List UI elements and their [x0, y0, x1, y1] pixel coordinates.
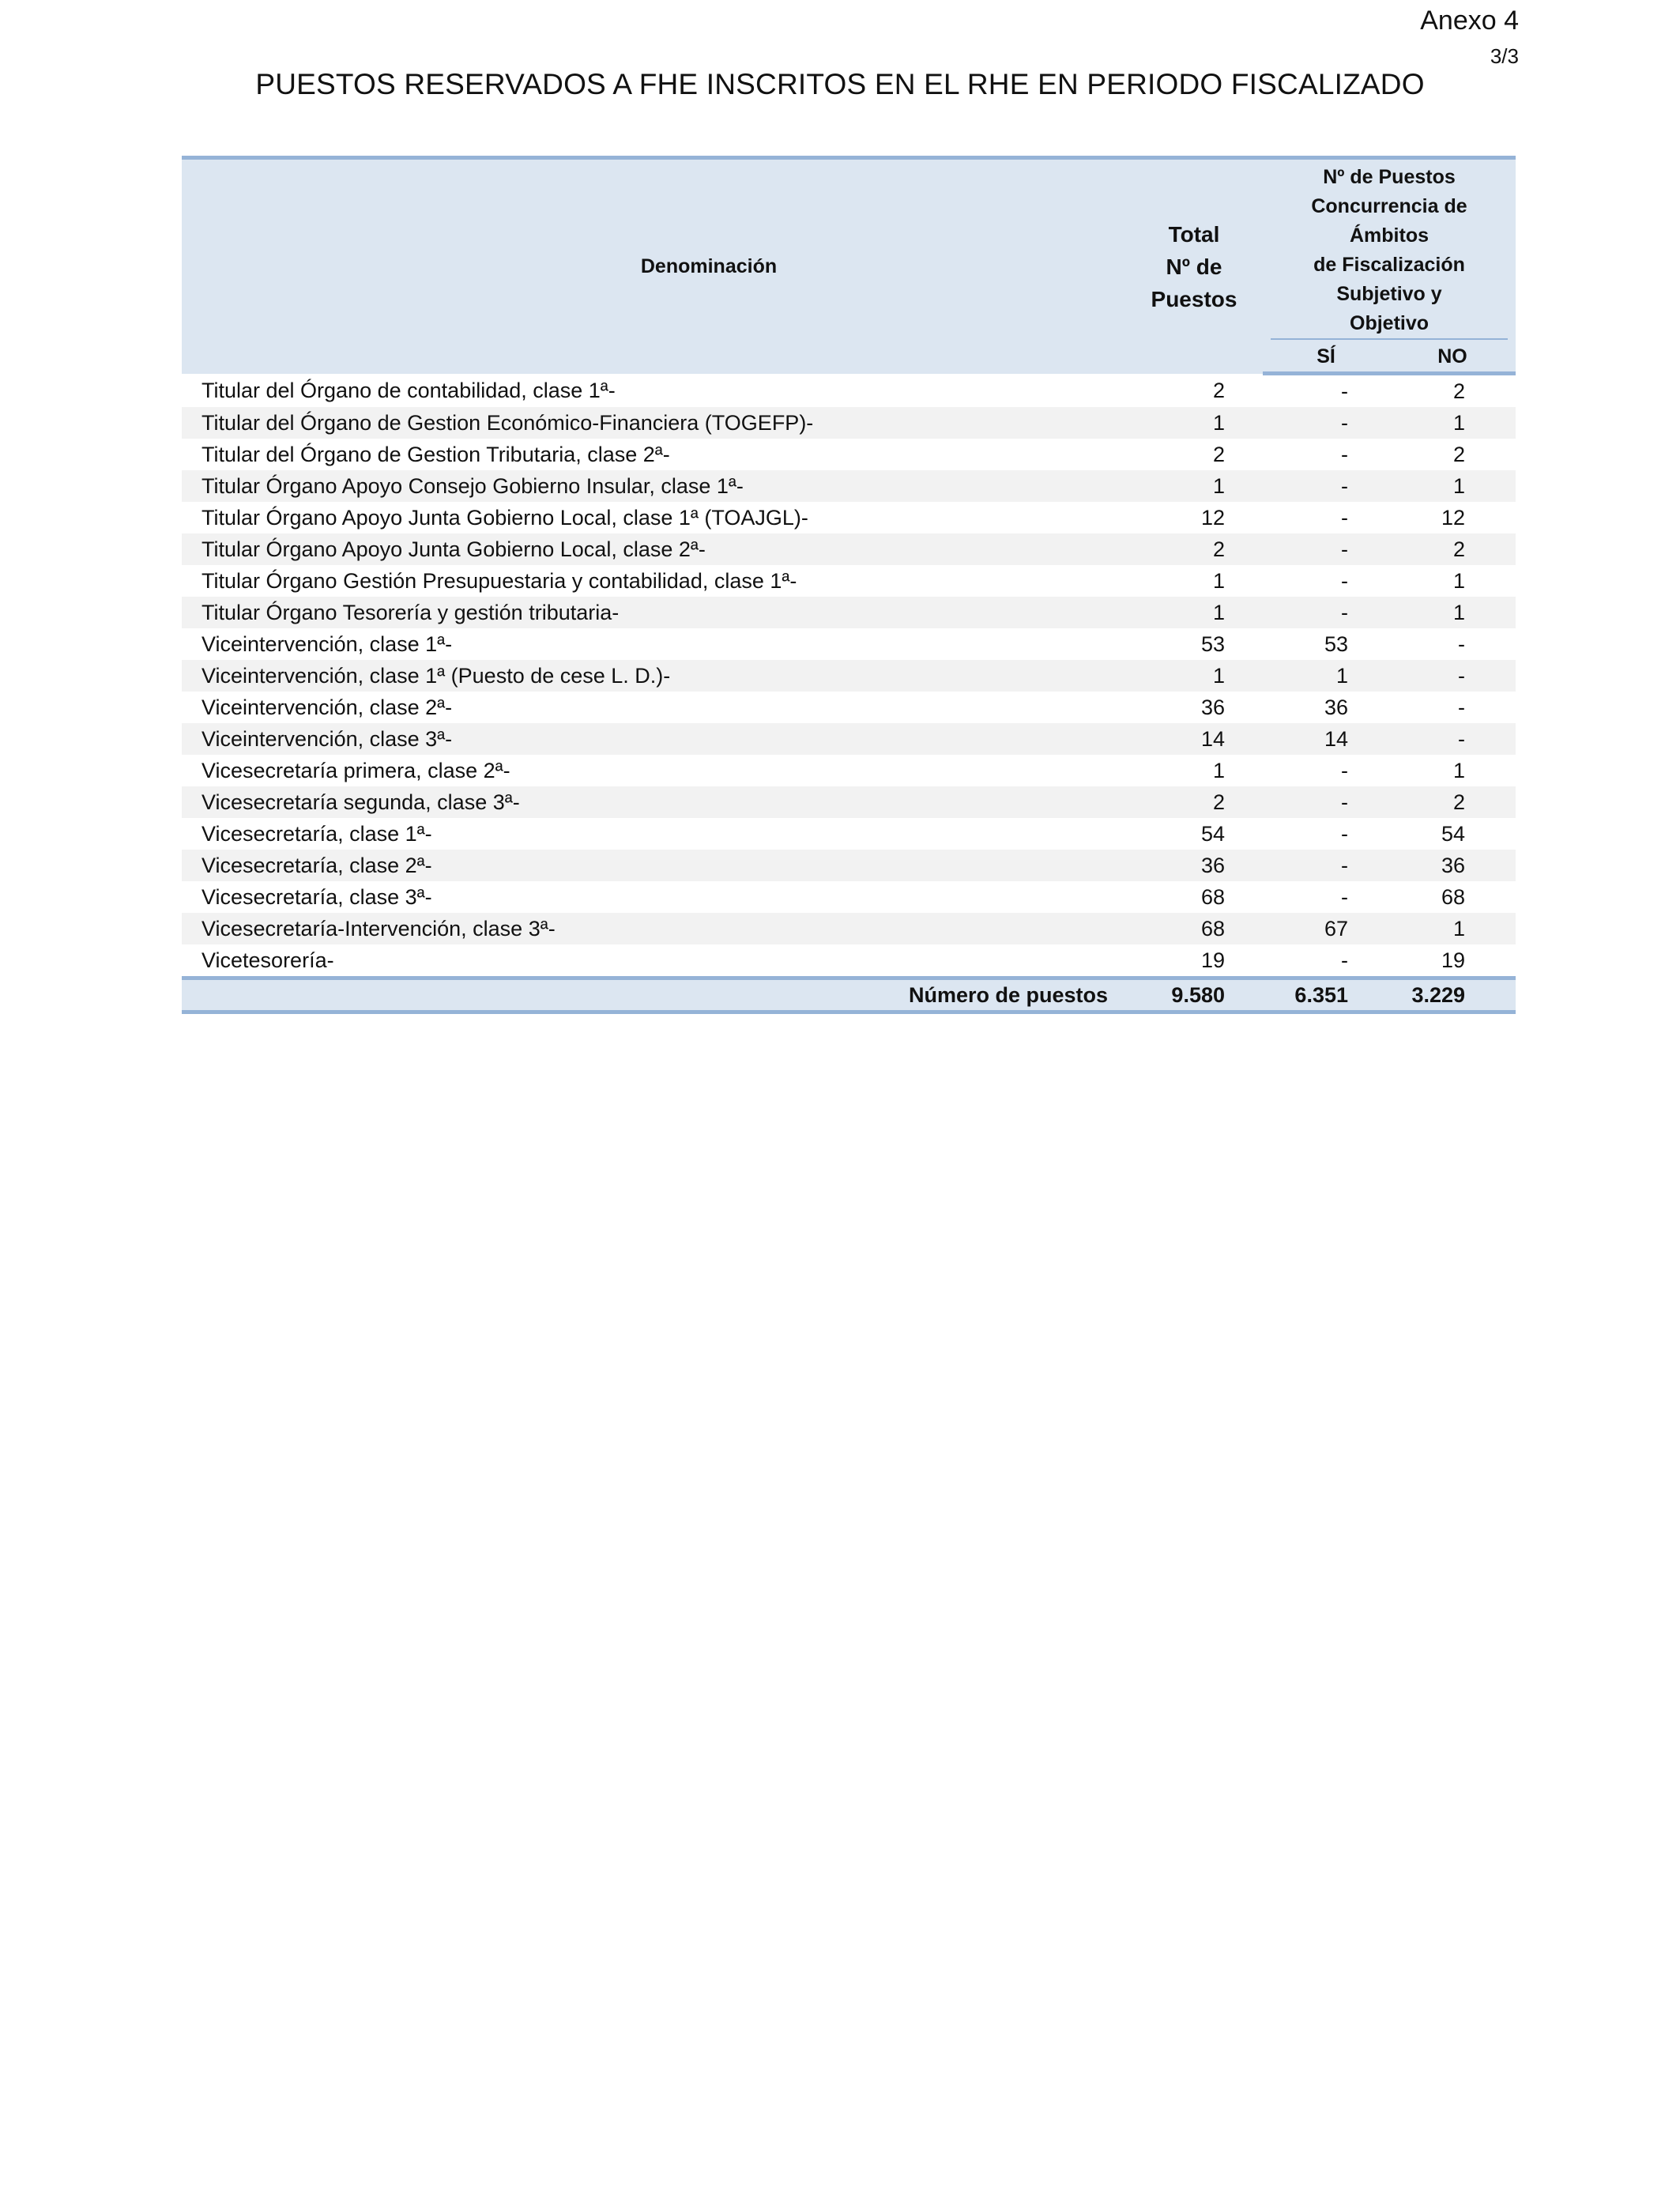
table-row: [182, 628, 1516, 660]
table-row: [182, 818, 1516, 850]
row-name: Vicetesorería-: [202, 948, 334, 972]
table-body: [182, 374, 1516, 978]
row-total: 53: [1200, 632, 1225, 656]
row-no: -: [1458, 632, 1466, 656]
row-no: 68: [1441, 885, 1466, 909]
row-no: 1: [1389, 407, 1516, 439]
row-total: 1: [1125, 470, 1263, 502]
row-name: Vicesecretaría, clase 2ª-: [182, 850, 1125, 881]
row-si: 67: [1263, 913, 1389, 944]
table-row: [182, 881, 1516, 913]
row-si: -: [1263, 533, 1389, 565]
row-name: Vicesecretaría-Intervención, clase 3ª-: [182, 913, 1125, 944]
row-si: -: [1341, 759, 1348, 782]
row-no: 1: [1389, 470, 1516, 502]
header-group-line: Nº de Puestos: [1323, 166, 1456, 188]
footer-si: 6.351: [1263, 978, 1389, 1012]
row-no: 2: [1452, 379, 1466, 403]
row-no: 12: [1441, 506, 1466, 530]
header-total: [1125, 158, 1263, 374]
table-row: [182, 470, 1516, 502]
row-si: -: [1263, 407, 1389, 439]
footer-total: 9.580: [1125, 978, 1263, 1012]
positions-table: [182, 156, 1516, 1014]
row-no: -: [1458, 696, 1466, 719]
row-total: 19: [1200, 948, 1225, 972]
table-row: [182, 439, 1516, 470]
table-footer-row: [182, 978, 1516, 1012]
row-total: 36: [1125, 850, 1263, 881]
row-si: 53: [1324, 632, 1348, 656]
row-no: 1: [1452, 759, 1466, 782]
row-no: 36: [1389, 850, 1516, 881]
table-row: [182, 913, 1516, 944]
row-si: -: [1341, 948, 1348, 972]
row-si: -: [1341, 443, 1348, 466]
table-row: [182, 597, 1516, 628]
row-total: 2: [1125, 533, 1263, 565]
footer-label: Número de puestos: [182, 978, 1125, 1012]
footer-no: 3.229: [1389, 978, 1516, 1012]
table-row: [182, 786, 1516, 818]
row-si: 36: [1324, 696, 1348, 719]
row-si: -: [1341, 379, 1348, 403]
row-si: -: [1263, 470, 1389, 502]
row-total: 2: [1125, 786, 1263, 818]
row-total: 1: [1125, 597, 1263, 628]
row-total: 14: [1125, 723, 1263, 755]
row-total: 2: [1212, 378, 1225, 402]
header-group-line: Objetivo: [1350, 312, 1430, 334]
header-group-line: Concurrencia de Ámbitos: [1311, 195, 1467, 247]
table-row: [182, 533, 1516, 565]
row-si: -: [1263, 597, 1389, 628]
row-no: 1: [1452, 569, 1466, 593]
header-no: NO: [1389, 341, 1516, 374]
row-total: 36: [1200, 696, 1225, 719]
header-group-line: de Fiscalización Subjetivo y: [1313, 254, 1465, 305]
row-si: -: [1341, 822, 1348, 846]
row-name: Vicesecretaría, clase 1ª-: [202, 822, 432, 846]
row-si: -: [1341, 885, 1348, 909]
table-row: [182, 850, 1516, 881]
table-row: [182, 944, 1516, 978]
header-denominacion: Denominación: [182, 158, 1125, 374]
row-name: Titular del Órgano de Gestion Tributaria, clase 2ª-: [202, 443, 670, 466]
row-total: 1: [1212, 759, 1225, 782]
row-name: Viceintervención, clase 1ª (Puesto de cese L. D.)-: [182, 660, 1125, 692]
row-si: -: [1263, 850, 1389, 881]
row-si: -: [1341, 569, 1348, 593]
row-name: Titular del Órgano de contabilidad, clase 1ª-: [202, 378, 616, 402]
table-row: [182, 565, 1516, 597]
row-name: Titular Órgano Apoyo Junta Gobierno Local, clase 2ª-: [182, 533, 1125, 565]
row-si: 14: [1263, 723, 1389, 755]
row-name: Titular Órgano Apoyo Consejo Gobierno Insular, clase 1ª-: [182, 470, 1125, 502]
row-name: Vicesecretaría, clase 3ª-: [202, 885, 432, 909]
row-si: -: [1341, 506, 1348, 530]
row-si: 1: [1263, 660, 1389, 692]
row-no: 1: [1389, 597, 1516, 628]
header-total-line: Nº de: [1166, 254, 1222, 279]
row-no: 2: [1389, 533, 1516, 565]
page-number: 3/3: [1490, 44, 1519, 68]
table-row: [182, 755, 1516, 786]
table-row: [182, 723, 1516, 755]
table-row: [182, 660, 1516, 692]
row-name: Viceintervención, clase 1ª-: [202, 632, 453, 656]
row-name: Viceintervención, clase 2ª-: [202, 696, 453, 719]
annex-label: Anexo 4: [1420, 6, 1519, 36]
row-name: Titular Órgano Tesorería y gestión tributaria-: [182, 597, 1125, 628]
row-no: 1: [1389, 913, 1516, 944]
row-name: Titular Órgano Gestión Presupuestaria y contabilidad, clase 1ª-: [202, 569, 797, 593]
row-name: Vicesecretaría segunda, clase 3ª-: [182, 786, 1125, 818]
row-total: 1: [1125, 407, 1263, 439]
row-name: Titular Órgano Apoyo Junta Gobierno Local, clase 1ª (TOAJGL)-: [202, 506, 808, 530]
row-name: Vicesecretaría primera, clase 2ª-: [202, 759, 510, 782]
page-title: PUESTOS RESERVADOS A FHE INSCRITOS EN EL RHE EN PERIODO FISCALIZADO: [255, 68, 1425, 100]
row-no: 2: [1389, 786, 1516, 818]
header-concurrencia-group: [1263, 158, 1516, 342]
table-row: [182, 407, 1516, 439]
table-row: [182, 502, 1516, 533]
table-row: [182, 692, 1516, 723]
row-no: -: [1389, 723, 1516, 755]
row-name: Viceintervención, clase 3ª-: [182, 723, 1125, 755]
header-total-line: Total: [1168, 221, 1220, 247]
row-total: 54: [1200, 822, 1225, 846]
row-total: 12: [1200, 506, 1225, 530]
row-total: 2: [1212, 443, 1225, 466]
row-total: 1: [1125, 660, 1263, 692]
table-row: [182, 374, 1516, 408]
row-no: 54: [1441, 822, 1466, 846]
row-total: 68: [1125, 913, 1263, 944]
row-name: Titular del Órgano de Gestion Económico-Financiera (TOGEFP)-: [182, 407, 1125, 439]
row-no: 19: [1441, 948, 1466, 972]
row-si: -: [1263, 786, 1389, 818]
row-total: 68: [1200, 885, 1225, 909]
row-no: -: [1389, 660, 1516, 692]
row-no: 2: [1452, 443, 1466, 466]
row-total: 1: [1212, 569, 1225, 593]
header-total-line: Puestos: [1151, 286, 1237, 311]
header-si: SÍ: [1263, 341, 1389, 374]
